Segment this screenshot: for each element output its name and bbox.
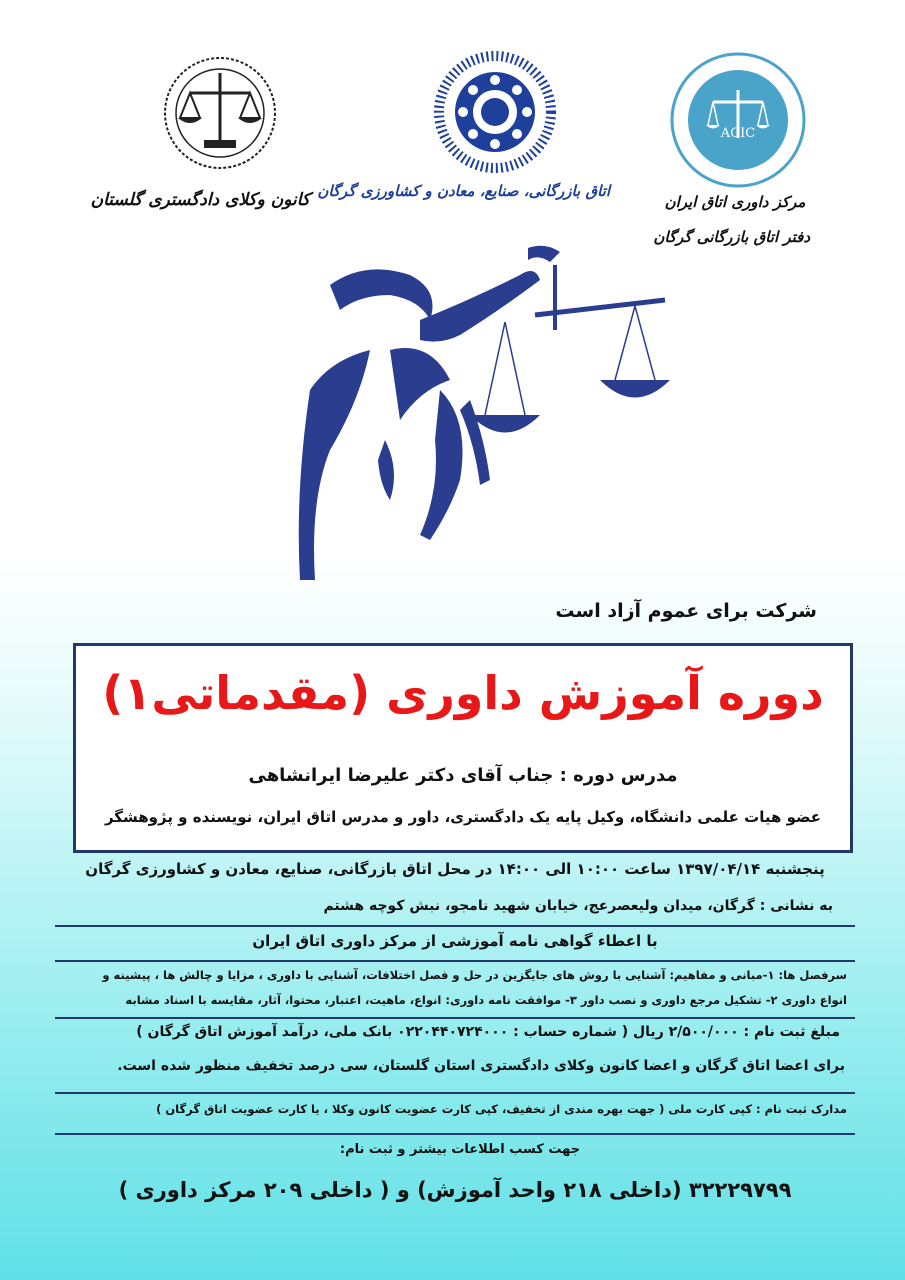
justice-figure-holding-scales-icon [270, 240, 690, 610]
instructor-bio: عضو هیات علمی دانشگاه، وکیل پایه یک دادگستری، داور و مدرس اتاق ایران، نویسنده و پژوهشگر [104, 808, 822, 826]
chamber-logo [430, 50, 560, 175]
chamber-caption: اتاق بازرگانی، صنایع، معادن و کشاورزی گرگان [317, 182, 610, 200]
fee-line-1: مبلغ ثبت نام : ۲/۵۰۰/۰۰۰ ریال ( شماره حساب : ۰۲۲۰۴۴۰۷۲۴۰۰۰ بانک ملی، درآمد آموزش اتاق گرگان ) [136, 1024, 840, 1040]
arbitration-caption-line1: مرکز داوری اتاق ایران [664, 193, 806, 211]
bar-association-logo [160, 48, 280, 178]
separator-4 [55, 1092, 855, 1094]
contact-intro: جهت کسب اطلاعات بیشتر و ثبت نام: [339, 1142, 581, 1157]
open-to-public-text: شرکت برای عموم آزاد است [555, 600, 817, 622]
course-title: دوره آموزش داوری (مقدماتی۱) [102, 666, 824, 720]
schedule-line: پنجشنبه ۱۳۹۷/۰۴/۱۴ ساعت ۱۰:۰۰ الی ۱۴:۰۰ در محل اتاق بازرگانی، صنایع، معادن و کشاورزی گرگان [85, 860, 825, 878]
separator-5 [55, 1133, 855, 1135]
acic-badge: ACIC [720, 126, 756, 141]
certificate-line: با اعطاء گواهی نامه آموزشی از مرکز داوری اتاق ایران [252, 932, 658, 950]
bar-association-caption: کانون وکلای دادگستری گلستان [90, 190, 310, 210]
address-line: به نشانی : گرگان، میدان ولیعصرعج، خیابان شهید نامجو، نبش کوچه هشتم [323, 898, 833, 914]
topics-line-1: سرفصل ها: ۱-مبانی و مفاهیم: آشنایی با روش های جایگزین در حل و فصل اختلافات، آشنایی با داوری ، مزایا و چالش ها ، پیشینه و [102, 968, 847, 982]
separator-2 [55, 960, 855, 962]
chamber-of-commerce-emblem-icon [430, 50, 560, 175]
separator-3 [55, 1017, 855, 1019]
contact-phone-line: ۳۲۲۲۹۷۹۹ (داخلی ۲۱۸ واحد آموزش) و ( داخلی ۲۰۹ مرکز داوری ) [118, 1178, 792, 1202]
fee-line-2: برای اعضا اتاق گرگان و اعضا کانون وکلای دادگستری استان گلستان، سی درصد تخفیف منظور شده است. [117, 1058, 845, 1074]
justice-illustration [270, 240, 690, 610]
separator-1 [55, 925, 855, 927]
arbitration-center-scales-emblem-icon [668, 50, 808, 190]
arbitration-caption-line2: دفتر اتاق بازرگانی گرگان [653, 228, 810, 246]
topics-line-2: انواع داوری ۲- تشکیل مرجع داوری و نصب داور ۳- موافقت نامه داوری: انواع، ماهیت، اعتبار، محتوا، آثار، مقایسه با اسناد مشابه [125, 993, 847, 1007]
arbitration-center-logo [668, 50, 808, 190]
documents-line: مدارک ثبت نام : کپی کارت ملی ( جهت بهره مندی از تخفیف، کپی کارت عضویت کانون وکلا ، یا کارت عضویت اتاق گرگان ) [156, 1102, 847, 1116]
bar-association-scales-emblem-icon [160, 48, 280, 178]
instructor-line: مدرس دوره : جناب آقای دکتر علیرضا ایرانشاهی [248, 765, 678, 786]
